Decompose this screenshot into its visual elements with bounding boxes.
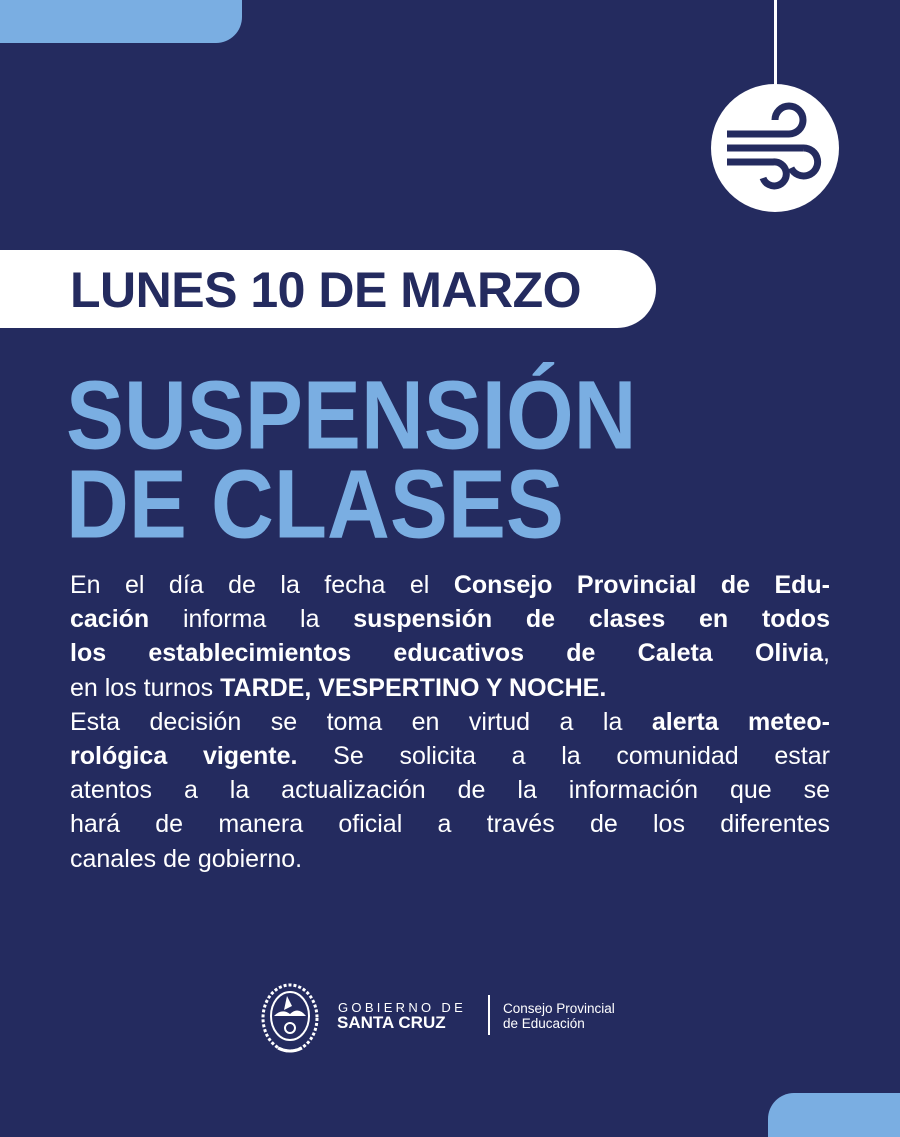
paragraph-line bbox=[70, 739, 830, 773]
date-label: LUNES 10 DE MARZO bbox=[70, 262, 582, 318]
paragraph-line bbox=[70, 842, 830, 876]
coat-of-arms-icon bbox=[260, 982, 320, 1054]
paragraph-line bbox=[70, 705, 830, 739]
paragraph-line bbox=[70, 568, 830, 602]
headline-line-1: SUSPENSIÓN bbox=[66, 361, 637, 470]
paragraph-line bbox=[70, 636, 830, 670]
bold-text: cación bbox=[70, 605, 150, 634]
text: , bbox=[823, 639, 830, 668]
bold-text: Consejo Provincial de Edu- bbox=[453, 571, 831, 599]
council-line-2: de Educación bbox=[503, 1016, 585, 1031]
text: Se solicita a la comunidad estar bbox=[297, 742, 830, 771]
text: atentos a la actualización de la información que se bbox=[70, 776, 830, 805]
date-banner bbox=[0, 250, 656, 328]
hanging-string bbox=[774, 0, 777, 86]
bottom-right-accent-bar bbox=[768, 1093, 900, 1137]
text: canales de gobierno. bbox=[70, 844, 303, 873]
bold-text: rológica vigente. bbox=[70, 742, 298, 771]
wind-icon bbox=[711, 84, 839, 212]
council-name bbox=[503, 1001, 615, 1031]
text: hará de manera oficial a través de los diferentes bbox=[70, 810, 830, 839]
bold-text: los establecimientos educativos de Caleta Olivia bbox=[70, 639, 824, 668]
text: Esta decisión se toma en virtud a la bbox=[70, 707, 652, 736]
text: En el día de la fecha el bbox=[70, 571, 454, 599]
council-line-1: Consejo Provincial bbox=[503, 1001, 615, 1016]
bold-text: suspensión de clases en todos bbox=[353, 605, 830, 634]
footer-divider bbox=[488, 995, 490, 1035]
paragraph-line bbox=[70, 671, 830, 705]
top-left-accent-bar bbox=[0, 0, 242, 43]
footer-logos bbox=[258, 980, 658, 1056]
announcement-body bbox=[70, 568, 830, 876]
paragraph-line bbox=[70, 807, 830, 841]
text: en los turnos bbox=[70, 673, 221, 702]
bold-text: alerta meteo- bbox=[651, 707, 830, 736]
paragraph-line bbox=[70, 773, 830, 807]
bold-text: TARDE, VESPERTINO Y NOCHE. bbox=[220, 673, 607, 702]
province-name: SANTA CRUZ bbox=[337, 1013, 446, 1032]
headline-line-2: DE CLASES bbox=[66, 450, 564, 559]
paragraph-line bbox=[70, 602, 830, 636]
government-label: GOBIERNO DE bbox=[338, 1000, 467, 1015]
text: informa la bbox=[149, 605, 354, 634]
